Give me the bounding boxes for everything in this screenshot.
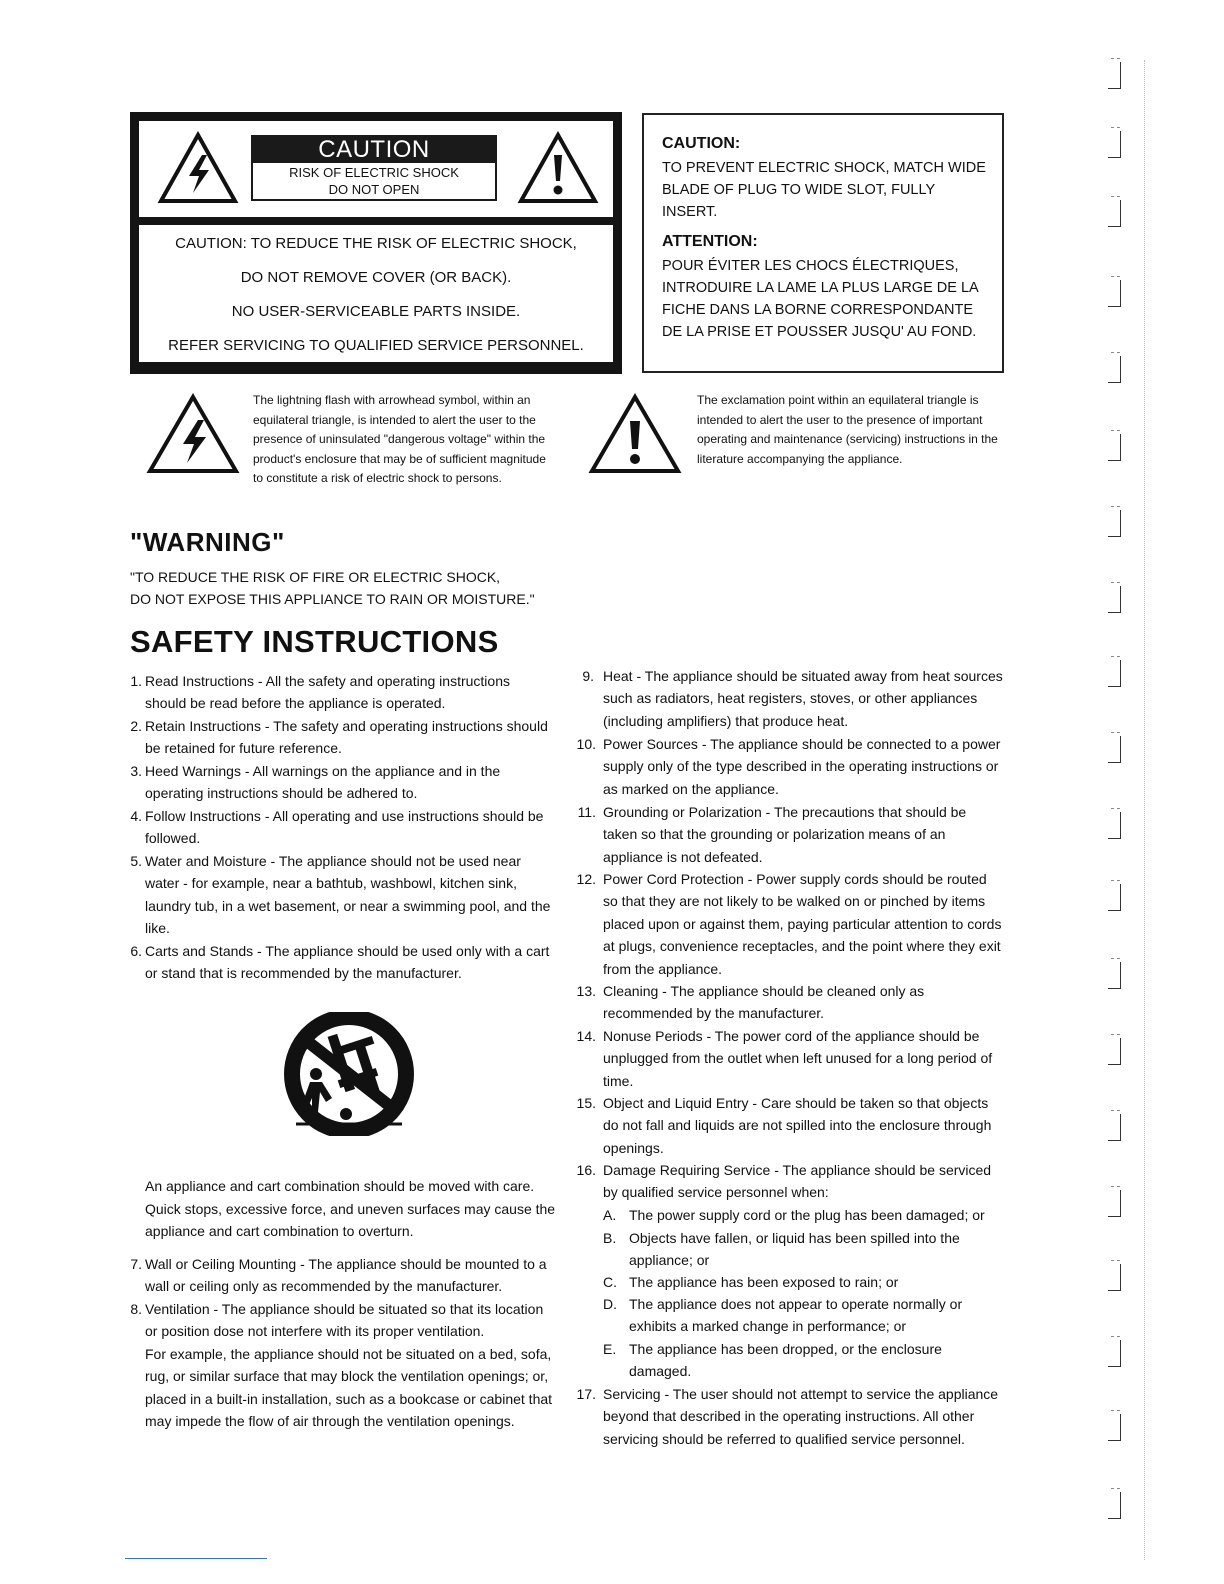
instruction-text: Grounding or Polarization - The precautions that should be taken so that the grounding or polarization means of an appliance is not defeated. xyxy=(603,804,967,865)
instruction-text: Heed Warnings - All warnings on the appliance and in the operating instructions should be adhered to. xyxy=(145,763,501,802)
caution-line: NO USER-SERVICEABLE PARTS INSIDE. xyxy=(231,303,521,320)
lightning-symbol-explanation: The lightning flash with arrowhead symbol, within an equilateral triangle, is intended to alert the user to the presence of uninsulated "dangerous voltage" within the product's enclosure that may be of sufficient magnitude to constitute a risk of electric shock to persons. xyxy=(253,393,546,486)
instruction-number: 1. xyxy=(130,673,142,689)
instruction-text: Cleaning - The appliance should be cleaned only as recommended by the manufacturer. xyxy=(603,983,925,1022)
margin-tab-mark xyxy=(1108,586,1121,613)
cart-tipover-warning-icon xyxy=(276,1012,422,1136)
plug-caution-panel xyxy=(642,113,1004,373)
instruction-text: Power Sources - The appliance should be connected to a power supply only of the type described in the operating instructions or as marked on the appliance. xyxy=(603,736,1001,797)
instruction-text: Retain Instructions - The safety and operating instructions should be retained for future reference. xyxy=(145,718,548,757)
instruction-number: 15. xyxy=(576,1095,596,1111)
attention-heading: ATTENTION: xyxy=(662,233,758,250)
instruction-number: 14. xyxy=(576,1028,596,1044)
margin-tab-mark xyxy=(1108,1492,1121,1519)
exclamation-symbol-icon xyxy=(588,393,682,475)
caution-statement xyxy=(139,227,613,363)
instruction-text: Nonuse Periods - The power cord of the appliance should be unplugged from the outlet when left unused for a long period of time. xyxy=(603,1028,993,1089)
subitem-text: Objects have fallen, or liquid has been spilled into the appliance; or xyxy=(629,1230,960,1269)
margin-tab-mark xyxy=(1108,812,1121,839)
warning-line: "TO REDUCE THE RISK OF FIRE OR ELECTRIC SHOCK, xyxy=(130,569,501,585)
instruction-text: Heat - The appliance should be situated away from heat sources such as radiators, heat registers, stoves, or other appliances (including amplifiers) that produce heat. xyxy=(603,668,1003,729)
subitem-text: The power supply cord or the plug has been damaged; or xyxy=(629,1207,985,1223)
caution-label-panel xyxy=(130,112,622,374)
instruction-text: Damage Requiring Service - The appliance should be serviced by qualified service personnel when: xyxy=(603,1162,992,1201)
instruction-number: 4. xyxy=(130,808,142,824)
margin-tab-mark xyxy=(1108,736,1121,763)
caution-sub-line: RISK OF ELECTRIC SHOCK xyxy=(289,165,459,180)
margin-tab-mark xyxy=(1108,62,1121,89)
instruction-number: 9. xyxy=(582,668,594,684)
instruction-text: Object and Liquid Entry - Care should be taken so that objects do not fall and liquids are not spilled into the enclosure through openings. xyxy=(603,1095,992,1156)
caution-title: CAUTION xyxy=(251,135,497,163)
caution-label-header xyxy=(139,121,613,225)
margin-tab-mark xyxy=(1108,131,1121,158)
margin-tab-mark xyxy=(1108,356,1121,383)
margin-tab-mark xyxy=(1108,434,1121,461)
ventilation-example: For example, the appliance should not be situated on a bed, sofa, rug, or similar surface that may block the ventilation openings; or, placed in a built-in installation, such as a bookcase or cabinet that may impede the flow of air through the ventilation openings. xyxy=(145,1346,553,1430)
caution-sub-line: DO NOT OPEN xyxy=(328,182,420,197)
margin-tab-mark xyxy=(1108,1114,1121,1141)
margin-tab-mark xyxy=(1108,884,1121,911)
instruction-number: 2. xyxy=(130,718,142,734)
warning-text xyxy=(130,566,535,610)
cart-caption: An appliance and cart combination should be moved with care. Quick stops, excessive force, and uneven surfaces may cause the appliance and cart combination to overturn. xyxy=(145,1178,556,1240)
margin-tab-mark xyxy=(1108,1340,1121,1367)
margin-tab-mark xyxy=(1108,200,1121,227)
caution-subtitle xyxy=(251,163,497,201)
instruction-number: 13. xyxy=(576,983,596,999)
margin-tab-mark xyxy=(1108,962,1121,989)
warning-heading: "WARNING" xyxy=(130,527,285,557)
caution-line: REFER SERVICING TO QUALIFIED SERVICE PERSONNEL. xyxy=(168,337,584,354)
instruction-text: Power Cord Protection - Power supply cords should be routed so that they are not likely to be walked on or pinched by items placed upon or against them, paying particular attention to cords at plugs, convenience receptacles, and the point where they exit from the appliance. xyxy=(603,871,1002,977)
margin-tab-mark xyxy=(1108,660,1121,687)
instruction-number: 11. xyxy=(577,804,596,820)
subitem-letter: D. xyxy=(603,1296,617,1312)
lightning-symbol-icon xyxy=(146,393,240,475)
instruction-number: 5. xyxy=(130,853,142,869)
subitem-letter: C. xyxy=(603,1274,617,1290)
caution-line: CAUTION: TO REDUCE THE RISK OF ELECTRIC SHOCK, xyxy=(175,235,577,252)
subitem-text: The appliance has been dropped, or the enclosure damaged. xyxy=(629,1341,942,1380)
instruction-number: 3. xyxy=(130,763,142,779)
warning-line: DO NOT EXPOSE THIS APPLIANCE TO RAIN OR MOISTURE." xyxy=(130,591,535,607)
plug-caution-heading: CAUTION: xyxy=(662,135,741,152)
safety-instructions-heading: SAFETY INSTRUCTIONS xyxy=(130,624,499,659)
lightning-warning-icon xyxy=(157,131,239,205)
instruction-number: 7. xyxy=(130,1256,142,1272)
caution-label xyxy=(251,135,497,203)
exclamation-warning-icon xyxy=(517,131,599,205)
instruction-number: 6. xyxy=(130,943,142,959)
subitem-text: The appliance has been exposed to rain; or xyxy=(629,1274,899,1290)
margin-tab-mark xyxy=(1108,1038,1121,1065)
margin-tab-mark xyxy=(1108,1190,1121,1217)
subitem-letter: A. xyxy=(603,1207,617,1223)
instruction-text: Read Instructions - All the safety and operating instructions should be read before the appliance is operated. xyxy=(145,673,510,712)
bottom-rule xyxy=(125,1558,267,1559)
instruction-number: 16. xyxy=(576,1162,596,1178)
instruction-number: 12. xyxy=(576,871,596,887)
attention-text: POUR ÉVITER LES CHOCS ÉLECTRIQUES, INTRODUIRE LA LAME LA PLUS LARGE DE LA FICHE DANS LA BORNE CORRESPONDANTE DE LA PRISE ET POUSSER JUSQU' AU FOND. xyxy=(662,258,978,340)
margin-tab-mark xyxy=(1108,280,1121,307)
subitem-letter: B. xyxy=(603,1230,617,1246)
instruction-text: Servicing - The user should not attempt to service the appliance beyond that described in the operating instructions. All other servicing should be referred to qualified service personnel. xyxy=(603,1386,999,1447)
caution-line: DO NOT REMOVE COVER (OR BACK). xyxy=(240,269,512,286)
instruction-text: Water and Moisture - The appliance should not be used near water - for example, near a bathtub, washbowl, kitchen sink, laundry tub, in a wet basement, or near a swimming pool, and the like. xyxy=(145,853,551,937)
margin-tab-mark xyxy=(1108,1264,1121,1291)
margin-tab-mark xyxy=(1108,510,1121,537)
instruction-text: Wall or Ceiling Mounting - The appliance should be mounted to a wall or ceiling only as recommended by the manufacturer. xyxy=(145,1256,547,1295)
instruction-text: Carts and Stands - The appliance should be used only with a cart or stand that is recommended by the manufacturer. xyxy=(145,943,550,982)
exclamation-symbol-explanation: The exclamation point within an equilateral triangle is intended to alert the user to the presence of important operating and maintenance (servicing) instructions in the literature accompanying the appliance. xyxy=(697,393,998,466)
margin-tab-mark xyxy=(1108,1414,1121,1441)
instruction-text: Follow Instructions - All operating and use instructions should be followed. xyxy=(145,808,544,847)
instruction-number: 8. xyxy=(130,1301,142,1317)
subitem-letter: E. xyxy=(603,1341,617,1357)
instruction-text: Ventilation - The appliance should be situated so that its location or position dose not interfere with its proper ventilation. xyxy=(145,1301,544,1340)
subitem-text: The appliance does not appear to operate normally or exhibits a marked change in performance; or xyxy=(629,1296,963,1335)
instruction-number: 17. xyxy=(576,1386,596,1402)
margin-guide xyxy=(1144,60,1145,1560)
instruction-number: 10. xyxy=(576,736,596,752)
plug-caution-text: TO PREVENT ELECTRIC SHOCK, MATCH WIDE BLADE OF PLUG TO WIDE SLOT, FULLY INSERT. xyxy=(662,160,986,220)
